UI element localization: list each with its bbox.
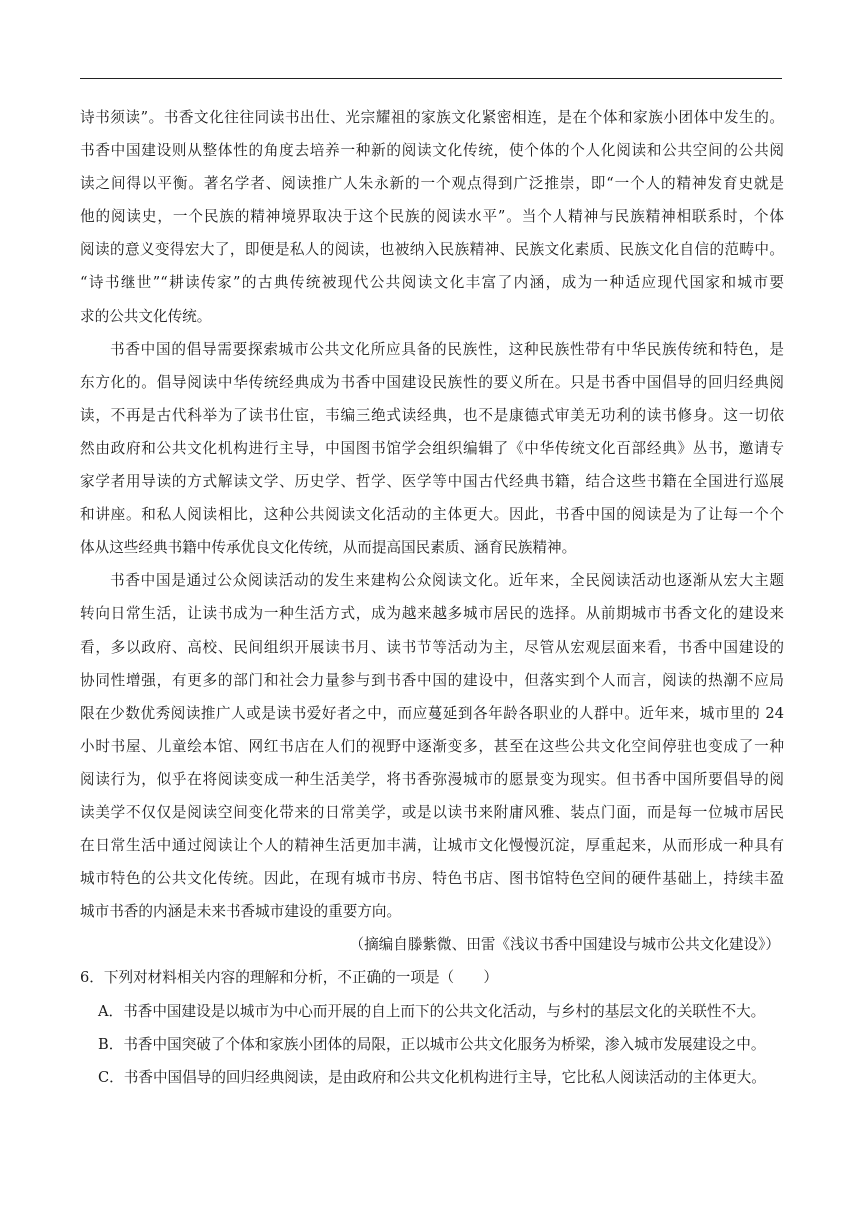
text-line: 协同性增强，有更多的部门和社会力量参与到书香中国的建设中，但落实到个人而言，阅读的热潮不应局 xyxy=(80,671,784,689)
text-line: 东方化的。倡导阅读中华传统经典成为书香中国建设民族性的要义所在。只是书香中国倡导的回归经典阅 xyxy=(80,373,784,391)
option-a[interactable]: A．书香中国建设是以城市为中心而开展的自上而下的公共文化活动，与乡村的基层文化的关联性不大。 xyxy=(98,1002,766,1020)
text-line: 阅读的意义变得宏大了，即便是私人的阅读，也被纳入民族精神、民族文化素质、民族文化自信的范畴中。 xyxy=(80,241,784,259)
text-line: “诗书继世”“耕读传家”的古典传统被现代公共阅读文化丰富了内涵，成为一种适应现代国家和城市要 xyxy=(80,274,784,292)
text-line: 限在少数优秀阅读推广人或是读书爱好者之中，而应蔓延到各年龄各职业的人群中。近年来，城市里的 24 xyxy=(80,704,784,722)
text-line: 书香中国的倡导需要探索城市公共文化所应具备的民族性，这种民族性带有中华民族传统和特色，是 xyxy=(110,340,784,358)
text-line: 书香中国建设则从整体性的角度去培养一种新的阅读文化传统，使个体的个人化阅读和公共空间的公共阅 xyxy=(80,142,784,160)
text-line: 体从这些经典书籍中传承优良文化传统，从而提高国民素质、涵育民族精神。 xyxy=(80,539,577,557)
text-line: 诗书须读”。书香文化往往同读书出仕、光宗耀祖的家族文化紧密相连，是在个体和家族小团体中发生的。 xyxy=(80,109,784,126)
text-line: 阅读行为，似乎在将阅读变成一种生活美学，将书香弥漫城市的愿景变为现实。但书香中国所要倡导的阅 xyxy=(80,770,784,788)
question-stem: 6．下列对材料相关内容的理解和分析，不正确的一项是（ ） xyxy=(80,969,498,987)
text-line: 书香中国是通过公众阅读活动的发生来建构公众阅读文化。近年来，全民阅读活动也逐渐从宏大主题 xyxy=(110,572,784,590)
text-line: 然由政府和公共文化机构进行主导，中国图书馆学会组织编辑了《中华传统文化百部经典》丛书，邀请专 xyxy=(80,439,784,457)
document-body xyxy=(80,101,784,1094)
option-c[interactable]: C．书香中国倡导的回归经典阅读，是由政府和公共文化机构进行主导，它比私人阅读活动的主体更大。 xyxy=(98,1068,766,1086)
text-line: 读美学不仅仅是阅读空间变化带来的日常美学，或是以读书来附庸风雅、装点门面，而是每一位城市居民 xyxy=(80,803,784,821)
option-b[interactable]: B．书香中国突破了个体和家族小团体的局限，正以城市公共文化服务为桥梁，渗入城市发展建设之中。 xyxy=(98,1035,766,1053)
text-line: 求的公共文化传统。 xyxy=(80,307,212,325)
question-6 xyxy=(80,961,784,1093)
text-line: 看，多以政府、高校、民间组织开展读书月、读书节等活动为主，尽管从宏观层面来看，书香中国建设的 xyxy=(80,638,784,656)
paragraph-3 xyxy=(80,564,784,928)
text-line: 转向日常生活，让读书成为一种生活方式，成为越来越多城市居民的选择。从前期城市书香文化的建设来 xyxy=(80,605,784,623)
header-rule xyxy=(80,78,782,79)
source-citation: （摘编自滕紫微、田雷《浅议书香中国建设与城市公共文化建设》） xyxy=(349,936,780,954)
text-line: 读，不再是古代科举为了读书仕宦，韦编三绝式读经典，也不是康德式审美无功利的读书修身。这一切依 xyxy=(80,406,784,424)
text-line: 他的阅读史，一个民族的精神境界取决于这个民族的阅读水平”。当个人精神与民族精神相联系时，个体 xyxy=(80,208,784,226)
text-line: 小时书屋、儿童绘本馆、网红书店在人们的视野中逐渐变多，甚至在这些公共文化空间停驻也变成了一种 xyxy=(80,737,784,755)
text-line: 家学者用导读的方式解读文学、历史学、哲学、医学等中国古代经典书籍，结合这些书籍在全国进行巡展 xyxy=(80,473,784,491)
paragraph-2 xyxy=(80,333,784,565)
text-line: 和讲座。和私人阅读相比，这种公共阅读文化活动的主体更大。因此，书香中国的阅读是为了让每一个个 xyxy=(80,506,784,524)
text-line: 城市特色的公共文化传统。因此，在现有城市书房、特色书店、图书馆特色空间的硬件基础上，持续丰盈 xyxy=(80,870,784,888)
text-line: 读之间得以平衡。著名学者、阅读推广人朱永新的一个观点得到广泛推崇，即“一个人的精神发育史就是 xyxy=(80,175,784,193)
text-line: 在日常生活中通过阅读让个人的精神生活更加丰满，让城市文化慢慢沉淀，厚重起来，从而形成一种具有 xyxy=(80,837,784,855)
paragraph-1 xyxy=(80,101,784,333)
text-line: 城市书香的内涵是未来书香城市建设的重要方向。 xyxy=(80,903,402,921)
